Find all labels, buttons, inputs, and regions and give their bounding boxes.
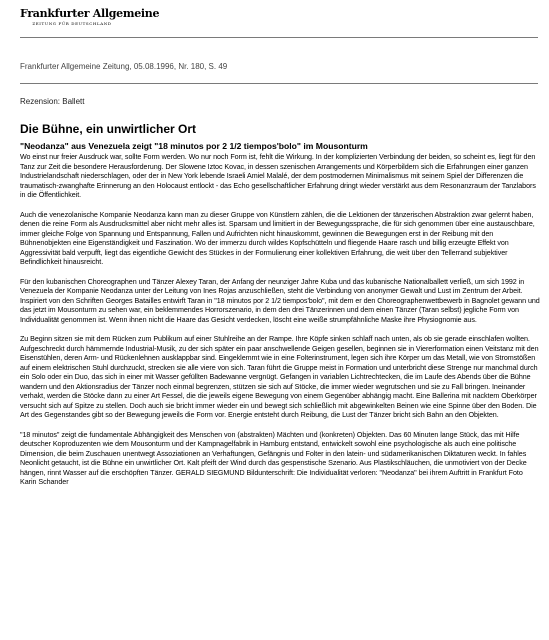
article-body (20, 141, 540, 498)
rubric-label: Rezension: Ballett (20, 97, 85, 106)
source-divider (20, 83, 538, 84)
article-paragraph: "18 minutos" zeigt die fundamentale Abhängigkeit des Menschen von (abstrakten) Mächten und (konkreten) Objekten. Das 60 Minuten lange Stück, das mit Hilfe deutscher Koproduzenten wie dem Mousonturm und der Kampnagelfabrik in Hamburg entstand, entwickelt sowohl eine psychologische als auch eine politische Dimension, die beim Zuschauen unentwegt Assoziationen an Verhaftungen, Gefängnis und Folter in den latein- und südamerikanischen Diktaturen weckt. In fahles Neonlicht getaucht, ist die Bühne ein unwirtlicher Ort. Kalt pfeift der Wind durch das gespenstische Szenario. Aus Plastikschläuchen, die unmotiviert von der Decke hängen, rinnt Wasser auf die erschöpften Tänzer. GERALD SIEGMUND Bildunterschrift: Die Individualität verloren: "Neodanza" bei ihrem Auftritt in Frankfurt Foto Karin Schander (20, 430, 527, 486)
article-paragraph: Auch die venezolanische Kompanie Neodanza kann man zu dieser Gruppe von Künstlern zählen, die die Lektionen der tänzerischen Abstraktion zwar gelernt haben, denen die reine Form als Ausdrucksmittel aber nicht mehr alles ist. Sparsam und limitiert in der Bewegungssprache, die für sich genommen über eine austauschbare, immer gleiche Folge von Spannung und Entspannung, Fallen und Aufrichten nicht hinauskommt, gewinnen die Bewegungen erst in der Reibung mit den Bühnenobjekten eine Eigenständigkeit und Faszination. Wo der immerzu durch wildes Kopfschütteln und fliegende Haare rasch und billig erzeugte Effekt von Aggressivität bald verpufft, liegt das eigentliche Gewicht des Stückes in der Formulierung einer kollektiven Erfahrung, die weit über den Tellerrand subjektiver Befindlichkeit hinausreicht. (20, 210, 535, 266)
source-citation: Frankfurter Allgemeine Zeitung, 05.08.1996, Nr. 180, S. 49 (20, 62, 228, 71)
newspaper-logo (20, 7, 160, 26)
article-title: Die Bühne, ein unwirtlicher Ort (20, 122, 197, 136)
article-paragraph: Für den kubanischen Choreographen und Tänzer Alexey Taran, der Anfang der neunziger Jahre Kuba und das kubanische Nationalballett verließ, um sich 1992 in Venezuela der Kompanie Neodanza unter der Leitung von Ines Rojas anzuschließen, steht die Verbindung von anonymer Gewalt und Lust im Zentrum der Arbeit. Inspiriert von den Schriften Georges Batailles entwirft Taran in "18 minutos por 2 1/2 tiempos'bolo", mit dem er den Choreographenwettbewerb in Bagnolet gewann und das jetzt im Mousonturm zu sehen war, ein beklemmendes Horrorszenario, in dem den drei Tänzerinnen und dem einen Tänzer (Taran selbst) jegliche Form von Individualität genommen ist. Wenn ihnen nicht die Haare das Gesicht verdecken, löscht eine weiße strumpfähnliche Maske ihre Physiognomie aus. (20, 277, 540, 324)
article-subtitle: "Neodanza" aus Venezuela zeigt "18 minutos por 2 1/2 tiempos'bolo" im Mousonturm (20, 141, 368, 151)
article-paragraph: Wo einst nur freier Ausdruck war, sollte Form werden. Wo nur noch Form ist, fehlt die Wirkung. In der komplizierten Verbindung der beiden, so scheint es, liegt für den Tanz zur Zeit die besondere Herausforderung. Der Slowene Iztoc Kovac, in dessen szenischen Arrangements und Körperbildern sich die Erfahrungen einer ganzen Industrielandschaft niederschlagen, oder der in New York lebende Israeli Amiel Malalé, der dem postmodernen Minimalismus mit seinem Spiel der Differenzen die traumatisch-zwanghafte Erinnerung an den Holocaust entlockt - das Echo gesellschaftlicher Erfahrung dringt wieder verstärkt aus dem Resonanzraum der Tanzlabors in die Öffentlichkeit. (20, 153, 536, 199)
header-divider (20, 37, 538, 38)
article-paragraph: Zu Beginn sitzen sie mit dem Rücken zum Publikum auf einer Stuhlreihe an der Rampe. Ihre Köpfe sinken schlaff nach unten, als ob sie gerade einschlafen wollten. Aufgeschreckt durch hämmernde Industrial-Musik, zu der sich später ein paar anschwellende Geigen gesellen, beginnen sie in Viererformation einen Veitstanz mit den Eisenstühlen, deren Arm- und Rückenlehnen ausklappbar sind. Eingeklemmt wie in eine Folterinstrument, legen sich ihre Körper um das Metall, wie von Stromstößen auf einem elektrischen Stuhl durchzuckt, strecken sie alle viere von sich. Taran führt die Gruppe meist in Formation und unterbricht diese Strenge nur manchmal durch ein Solo oder ein Duo, das sich in einer mit Wasser gefüllten Badewanne vergnügt. Gefangen in variablen Lichtrechtecken, die im Laufe des Abends über die Bühne wandern und den Aktionsradius der Tänzer noch einmal begrenzen, stützen sie sich auf Stöcke, die immer wieder wegrutschen und sie zu Fall bringen. Ineinander verhakt, werden die Stöcke dann zu einer Art Fessel, die die jeweils eigene Bewegung von einem Gegenüber abhängig macht. Eine Ballerina mit nacktem Oberkörper versucht sich auf Spitze zu stellen. Doch auch sie bricht immer wieder ein und bewegt sich schließlich mit abgewinkelten Beinen wie eine Spinne über den Boden. Die Art des Gegenstandes gibt so der Bewegung jeweils die Form vor. Energie entsteht durch Reibung, die Lust der Tänzer bricht sich Bahn an den Objekten. (20, 335, 539, 419)
logo-tagline: ZEITUNG FÜR DEUTSCHLAND (32, 21, 112, 26)
logo-wordmark: Frankfurter Allgemeine (20, 7, 160, 20)
